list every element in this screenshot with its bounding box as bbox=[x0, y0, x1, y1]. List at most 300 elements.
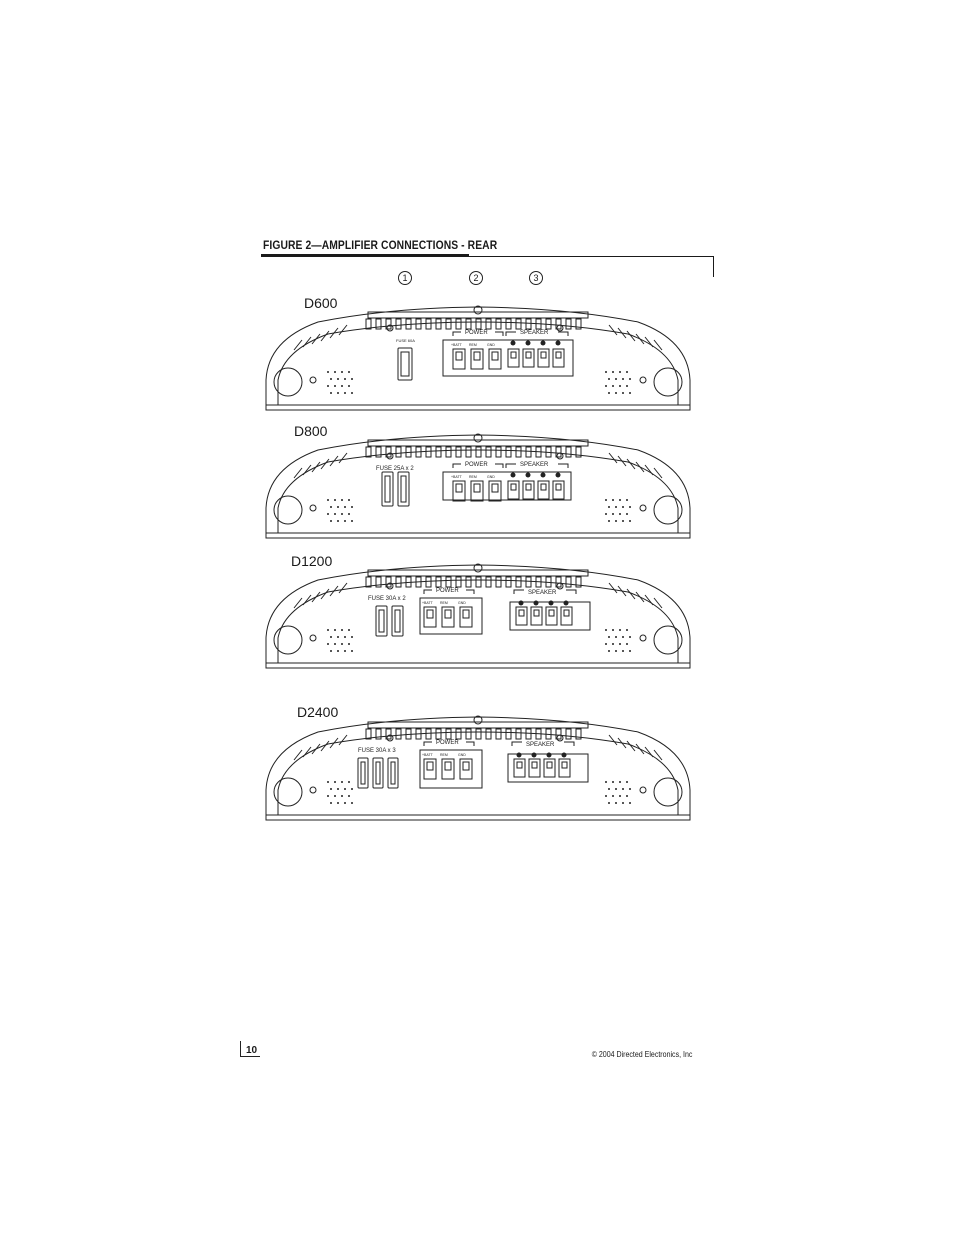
vent-dot bbox=[337, 802, 339, 804]
vent-dot bbox=[327, 643, 329, 645]
terminal-label: REM bbox=[469, 343, 477, 347]
heatsink-fin bbox=[526, 729, 531, 739]
speaker-polarity-dot bbox=[526, 341, 531, 346]
fuse-blade bbox=[391, 762, 395, 784]
panel-screw bbox=[557, 583, 563, 589]
vent-dot bbox=[344, 636, 346, 638]
heatsink-fin bbox=[456, 577, 461, 587]
vent-dot bbox=[327, 629, 329, 631]
vent-dot bbox=[348, 499, 350, 501]
vent-dot bbox=[612, 629, 614, 631]
vent-dot bbox=[608, 506, 610, 508]
fuse-blade bbox=[376, 762, 380, 784]
vent-dot bbox=[612, 795, 614, 797]
side-fin-left bbox=[312, 744, 320, 754]
heatsink-fin bbox=[566, 729, 571, 739]
vent-dot bbox=[608, 650, 610, 652]
vent-dot bbox=[622, 378, 624, 380]
fuse-holder bbox=[382, 472, 393, 506]
vent-dot bbox=[626, 795, 628, 797]
vent-dot bbox=[330, 788, 332, 790]
heatsink-fin bbox=[506, 577, 511, 587]
vent-dot bbox=[330, 378, 332, 380]
heatsink-fin bbox=[466, 577, 471, 587]
vent-dot bbox=[619, 795, 621, 797]
side-fin-right bbox=[636, 592, 644, 602]
vent-dot bbox=[351, 802, 353, 804]
vent-dot bbox=[341, 795, 343, 797]
vent-dot bbox=[334, 385, 336, 387]
vent-dot bbox=[605, 499, 607, 501]
figure-frame-corner bbox=[713, 256, 714, 277]
vent-dot bbox=[344, 506, 346, 508]
speaker-screw bbox=[517, 762, 522, 768]
fuse-blade bbox=[385, 476, 390, 502]
vent-dot bbox=[344, 788, 346, 790]
power-label: POWER bbox=[465, 330, 488, 336]
mount-screw-right bbox=[640, 787, 646, 793]
vent-dot bbox=[341, 499, 343, 501]
vent-dot bbox=[334, 643, 336, 645]
terminal-screw bbox=[474, 484, 480, 492]
fuse-holder bbox=[398, 348, 412, 380]
heatsink-fin bbox=[566, 319, 571, 329]
vent-dot bbox=[626, 513, 628, 515]
side-fin-left bbox=[312, 462, 320, 472]
vent-dot bbox=[327, 795, 329, 797]
vent-dot bbox=[348, 781, 350, 783]
terminal-label: REM bbox=[469, 475, 477, 479]
amplifier-diagram-d800 bbox=[258, 428, 698, 543]
fuse-blade bbox=[361, 762, 365, 784]
terminal-label: GND bbox=[458, 753, 466, 757]
mount-screw-left bbox=[310, 787, 316, 793]
heatsink-fin bbox=[496, 729, 501, 739]
terminal-screw bbox=[492, 352, 498, 360]
vent-dot bbox=[619, 643, 621, 645]
heatsink-fin bbox=[466, 447, 471, 457]
fuse-label: FUSE 30A x 2 bbox=[368, 596, 406, 602]
heatsink-fin bbox=[476, 729, 481, 739]
speaker-polarity-dot bbox=[519, 601, 524, 606]
speaker-screw bbox=[549, 610, 554, 616]
speaker-label: SPEAKER bbox=[526, 742, 555, 748]
heatsink-fin bbox=[426, 319, 431, 329]
vent-dot bbox=[348, 643, 350, 645]
vent-dot bbox=[622, 520, 624, 522]
heatsink-fin bbox=[396, 729, 401, 739]
vent-dot bbox=[348, 629, 350, 631]
terminal-screw bbox=[456, 352, 462, 360]
mount-screw-left bbox=[310, 635, 316, 641]
vent-dot bbox=[337, 788, 339, 790]
panel-screw bbox=[557, 735, 563, 741]
heatsink-fin bbox=[506, 729, 511, 739]
vent-dot bbox=[608, 520, 610, 522]
speaker-screw bbox=[556, 484, 561, 490]
speaker-polarity-dot bbox=[511, 473, 516, 478]
heatsink-fin bbox=[466, 319, 471, 329]
speaker-polarity-dot bbox=[541, 473, 546, 478]
speaker-screw bbox=[541, 352, 546, 358]
speaker-screw bbox=[526, 484, 531, 490]
vent-dot bbox=[629, 650, 631, 652]
heatsink-fin bbox=[466, 729, 471, 739]
vent-dot bbox=[629, 378, 631, 380]
speaker-polarity-dot bbox=[511, 341, 516, 346]
side-fin-left bbox=[312, 334, 320, 344]
vent-dot bbox=[619, 499, 621, 501]
heatsink-fin bbox=[436, 577, 441, 587]
fuse-blade bbox=[401, 352, 409, 376]
vent-dot bbox=[344, 802, 346, 804]
vent-dot bbox=[619, 629, 621, 631]
vent-dot bbox=[626, 629, 628, 631]
vent-dot bbox=[348, 385, 350, 387]
power-label: POWER bbox=[436, 588, 459, 594]
terminal-label: +BATT bbox=[451, 475, 462, 479]
vent-dot bbox=[629, 636, 631, 638]
terminal-screw bbox=[463, 610, 469, 618]
vent-dot bbox=[608, 636, 610, 638]
side-fin-right bbox=[636, 462, 644, 472]
heatsink-fin bbox=[566, 577, 571, 587]
side-fin-left bbox=[294, 468, 302, 478]
page-number-rule bbox=[240, 1056, 260, 1057]
side-fin-left bbox=[312, 592, 320, 602]
terminal-label: +BATT bbox=[451, 343, 462, 347]
callout-2: 2 bbox=[469, 271, 483, 285]
vent-dot bbox=[622, 506, 624, 508]
side-fin-right bbox=[654, 340, 662, 350]
heatsink-fin bbox=[506, 319, 511, 329]
heatsink-fin bbox=[426, 577, 431, 587]
speaker-polarity-dot bbox=[564, 601, 569, 606]
fuse-blade bbox=[401, 476, 406, 502]
fuse-label: FUSE 60A bbox=[396, 338, 415, 343]
amplifier-diagram-d600 bbox=[258, 300, 698, 415]
vent-dot bbox=[327, 499, 329, 501]
vent-dot bbox=[605, 795, 607, 797]
speaker-polarity-dot bbox=[556, 473, 561, 478]
power-label: POWER bbox=[465, 462, 488, 468]
panel-screw bbox=[557, 325, 563, 331]
heatsink-rail bbox=[368, 440, 588, 446]
terminal-screw bbox=[463, 762, 469, 770]
vent-dot bbox=[626, 499, 628, 501]
vent-dot bbox=[351, 392, 353, 394]
side-fin-left bbox=[339, 583, 347, 593]
terminal-label: +BATT bbox=[422, 753, 433, 757]
heatsink-fin bbox=[446, 729, 451, 739]
vent-dot bbox=[608, 802, 610, 804]
vent-dot bbox=[337, 650, 339, 652]
vent-dot bbox=[337, 392, 339, 394]
vent-dot bbox=[615, 788, 617, 790]
vent-dot bbox=[629, 788, 631, 790]
vent-dot bbox=[330, 506, 332, 508]
vent-dot bbox=[337, 636, 339, 638]
heatsink-fin bbox=[486, 319, 491, 329]
vent-dot bbox=[341, 385, 343, 387]
page-number: 10 bbox=[246, 1045, 258, 1056]
heatsink-rail bbox=[368, 722, 588, 728]
heatsink-fin bbox=[396, 577, 401, 587]
heatsink-fin bbox=[526, 447, 531, 457]
fuse-blade bbox=[379, 610, 384, 632]
heatsink-fin bbox=[486, 447, 491, 457]
speaker-screw bbox=[562, 762, 567, 768]
vent-dot bbox=[351, 378, 353, 380]
vent-dot bbox=[622, 392, 624, 394]
heatsink-fin bbox=[526, 319, 531, 329]
vent-dot bbox=[629, 506, 631, 508]
heatsink-rail bbox=[368, 570, 588, 576]
speaker-polarity-dot bbox=[549, 601, 554, 606]
speaker-polarity-dot bbox=[562, 753, 567, 758]
vent-dot bbox=[351, 636, 353, 638]
side-fin-right bbox=[609, 735, 617, 745]
vent-dot bbox=[615, 636, 617, 638]
heatsink-fin bbox=[436, 729, 441, 739]
fuse-holder bbox=[398, 472, 409, 506]
side-fin-left bbox=[339, 325, 347, 335]
heatsink-fin bbox=[496, 447, 501, 457]
vent-dot bbox=[334, 795, 336, 797]
heatsink-fin bbox=[486, 729, 491, 739]
vent-dot bbox=[605, 643, 607, 645]
heatsink-fin bbox=[566, 447, 571, 457]
speaker-screw bbox=[519, 610, 524, 616]
vent-dot bbox=[330, 802, 332, 804]
speaker-screw bbox=[526, 352, 531, 358]
vent-dot bbox=[327, 371, 329, 373]
vent-dot bbox=[351, 520, 353, 522]
side-fin-left bbox=[294, 340, 302, 350]
vent-dot bbox=[619, 385, 621, 387]
model-label-d1200: D1200 bbox=[291, 553, 333, 569]
speaker-screw bbox=[547, 762, 552, 768]
fuse-label: FUSE 30A x 3 bbox=[358, 748, 396, 754]
heatsink-fin bbox=[526, 577, 531, 587]
terminal-screw bbox=[492, 484, 498, 492]
vent-dot bbox=[622, 788, 624, 790]
vent-dot bbox=[348, 513, 350, 515]
heatsink-fin bbox=[496, 577, 501, 587]
terminal-screw bbox=[427, 610, 433, 618]
vent-dot bbox=[615, 392, 617, 394]
side-fin-left bbox=[294, 750, 302, 760]
callout-1: 1 bbox=[398, 271, 412, 285]
terminal-label: GND bbox=[458, 601, 466, 605]
side-fin-right bbox=[609, 453, 617, 463]
vent-dot bbox=[626, 385, 628, 387]
heatsink-fin bbox=[456, 447, 461, 457]
side-fin-right bbox=[654, 598, 662, 608]
power-label: POWER bbox=[436, 740, 459, 746]
vent-dot bbox=[341, 629, 343, 631]
vent-dot bbox=[615, 506, 617, 508]
title-underline bbox=[261, 254, 469, 257]
side-fin-left bbox=[339, 735, 347, 745]
vent-dot bbox=[344, 520, 346, 522]
heatsink-fin bbox=[476, 577, 481, 587]
heatsink-fin bbox=[486, 577, 491, 587]
vent-dot bbox=[330, 520, 332, 522]
model-label-d600: D600 bbox=[304, 295, 338, 311]
page-number-marker bbox=[240, 1041, 241, 1056]
vent-dot bbox=[626, 781, 628, 783]
terminal-label: +BATT bbox=[422, 601, 433, 605]
vent-dot bbox=[330, 392, 332, 394]
vent-dot bbox=[337, 506, 339, 508]
vent-dot bbox=[341, 643, 343, 645]
speaker-polarity-dot bbox=[534, 601, 539, 606]
terminal-screw bbox=[427, 762, 433, 770]
speaker-polarity-dot bbox=[526, 473, 531, 478]
vent-dot bbox=[341, 781, 343, 783]
vent-dot bbox=[612, 385, 614, 387]
vent-dot bbox=[629, 802, 631, 804]
heatsink-rail bbox=[368, 312, 588, 318]
vent-dot bbox=[615, 650, 617, 652]
heatsink-fin bbox=[516, 577, 521, 587]
vent-dot bbox=[622, 650, 624, 652]
vent-dot bbox=[608, 378, 610, 380]
vent-dot bbox=[337, 378, 339, 380]
model-label-d2400: D2400 bbox=[297, 704, 339, 720]
mount-screw-left bbox=[310, 505, 316, 511]
fuse-label: FUSE 25A x 2 bbox=[376, 466, 414, 472]
speaker-polarity-dot bbox=[532, 753, 537, 758]
vent-dot bbox=[615, 378, 617, 380]
vent-dot bbox=[337, 520, 339, 522]
terminal-screw bbox=[445, 610, 451, 618]
terminal-label: GND bbox=[487, 343, 495, 347]
vent-dot bbox=[351, 650, 353, 652]
heatsink-fin bbox=[496, 319, 501, 329]
side-fin-right bbox=[636, 744, 644, 754]
fuse-blade bbox=[395, 610, 400, 632]
mount-screw-right bbox=[640, 635, 646, 641]
vent-dot bbox=[334, 781, 336, 783]
vent-dot bbox=[334, 371, 336, 373]
vent-dot bbox=[605, 385, 607, 387]
vent-dot bbox=[619, 513, 621, 515]
heatsink-fin bbox=[396, 447, 401, 457]
vent-dot bbox=[629, 392, 631, 394]
callout-3: 3 bbox=[529, 271, 543, 285]
speaker-polarity-dot bbox=[517, 753, 522, 758]
speaker-label: SPEAKER bbox=[520, 462, 549, 468]
terminal-screw bbox=[474, 352, 480, 360]
heatsink-fin bbox=[446, 447, 451, 457]
speaker-screw bbox=[511, 352, 516, 358]
vent-dot bbox=[330, 636, 332, 638]
speaker-screw bbox=[534, 610, 539, 616]
heatsink-fin bbox=[476, 319, 481, 329]
copyright-notice: © 2004 Directed Electronics, Inc bbox=[591, 1050, 692, 1059]
side-fin-left bbox=[339, 453, 347, 463]
side-fin-right bbox=[654, 468, 662, 478]
vent-dot bbox=[344, 378, 346, 380]
vent-dot bbox=[351, 506, 353, 508]
vent-dot bbox=[626, 643, 628, 645]
vent-dot bbox=[629, 520, 631, 522]
speaker-screw bbox=[511, 484, 516, 490]
vent-dot bbox=[622, 636, 624, 638]
heatsink-fin bbox=[396, 319, 401, 329]
vent-dot bbox=[605, 371, 607, 373]
terminal-label: REM bbox=[440, 753, 448, 757]
side-fin-right bbox=[609, 325, 617, 335]
vent-dot bbox=[334, 513, 336, 515]
heatsink-fin bbox=[516, 447, 521, 457]
vent-dot bbox=[344, 392, 346, 394]
vent-dot bbox=[348, 795, 350, 797]
heatsink-fin bbox=[426, 447, 431, 457]
vent-dot bbox=[619, 781, 621, 783]
heatsink-fin bbox=[456, 319, 461, 329]
terminal-screw bbox=[445, 762, 451, 770]
vent-dot bbox=[612, 499, 614, 501]
heatsink-fin bbox=[446, 319, 451, 329]
amplifier-diagram-d2400 bbox=[258, 710, 698, 825]
vent-dot bbox=[612, 371, 614, 373]
vent-dot bbox=[619, 371, 621, 373]
terminal-screw bbox=[456, 484, 462, 492]
speaker-polarity-dot bbox=[547, 753, 552, 758]
vent-dot bbox=[608, 788, 610, 790]
vent-dot bbox=[612, 643, 614, 645]
heatsink-fin bbox=[516, 319, 521, 329]
heatsink-fin bbox=[426, 729, 431, 739]
vent-dot bbox=[327, 781, 329, 783]
vent-dot bbox=[334, 499, 336, 501]
amplifier-diagram-d1200 bbox=[258, 558, 698, 673]
heatsink-fin bbox=[436, 447, 441, 457]
vent-dot bbox=[327, 513, 329, 515]
vent-dot bbox=[605, 781, 607, 783]
speaker-label: SPEAKER bbox=[528, 590, 557, 596]
figure-frame-line bbox=[469, 256, 714, 257]
vent-dot bbox=[615, 520, 617, 522]
panel-screw bbox=[557, 453, 563, 459]
vent-dot bbox=[341, 371, 343, 373]
heatsink-fin bbox=[516, 729, 521, 739]
vent-dot bbox=[615, 802, 617, 804]
vent-dot bbox=[327, 385, 329, 387]
vent-dot bbox=[351, 788, 353, 790]
vent-dot bbox=[344, 650, 346, 652]
terminal-label: GND bbox=[487, 475, 495, 479]
speaker-polarity-dot bbox=[556, 341, 561, 346]
terminal-label: REM bbox=[440, 601, 448, 605]
vent-dot bbox=[334, 629, 336, 631]
vent-dot bbox=[605, 513, 607, 515]
model-label-d800: D800 bbox=[294, 423, 328, 439]
vent-dot bbox=[348, 371, 350, 373]
figure-title: FIGURE 2—AMPLIFIER CONNECTIONS - REAR bbox=[263, 238, 498, 252]
vent-dot bbox=[605, 629, 607, 631]
mount-screw-right bbox=[640, 505, 646, 511]
side-fin-right bbox=[654, 750, 662, 760]
speaker-label: SPEAKER bbox=[520, 330, 549, 336]
vent-dot bbox=[608, 392, 610, 394]
side-fin-right bbox=[609, 583, 617, 593]
side-fin-right bbox=[636, 334, 644, 344]
vent-dot bbox=[330, 650, 332, 652]
